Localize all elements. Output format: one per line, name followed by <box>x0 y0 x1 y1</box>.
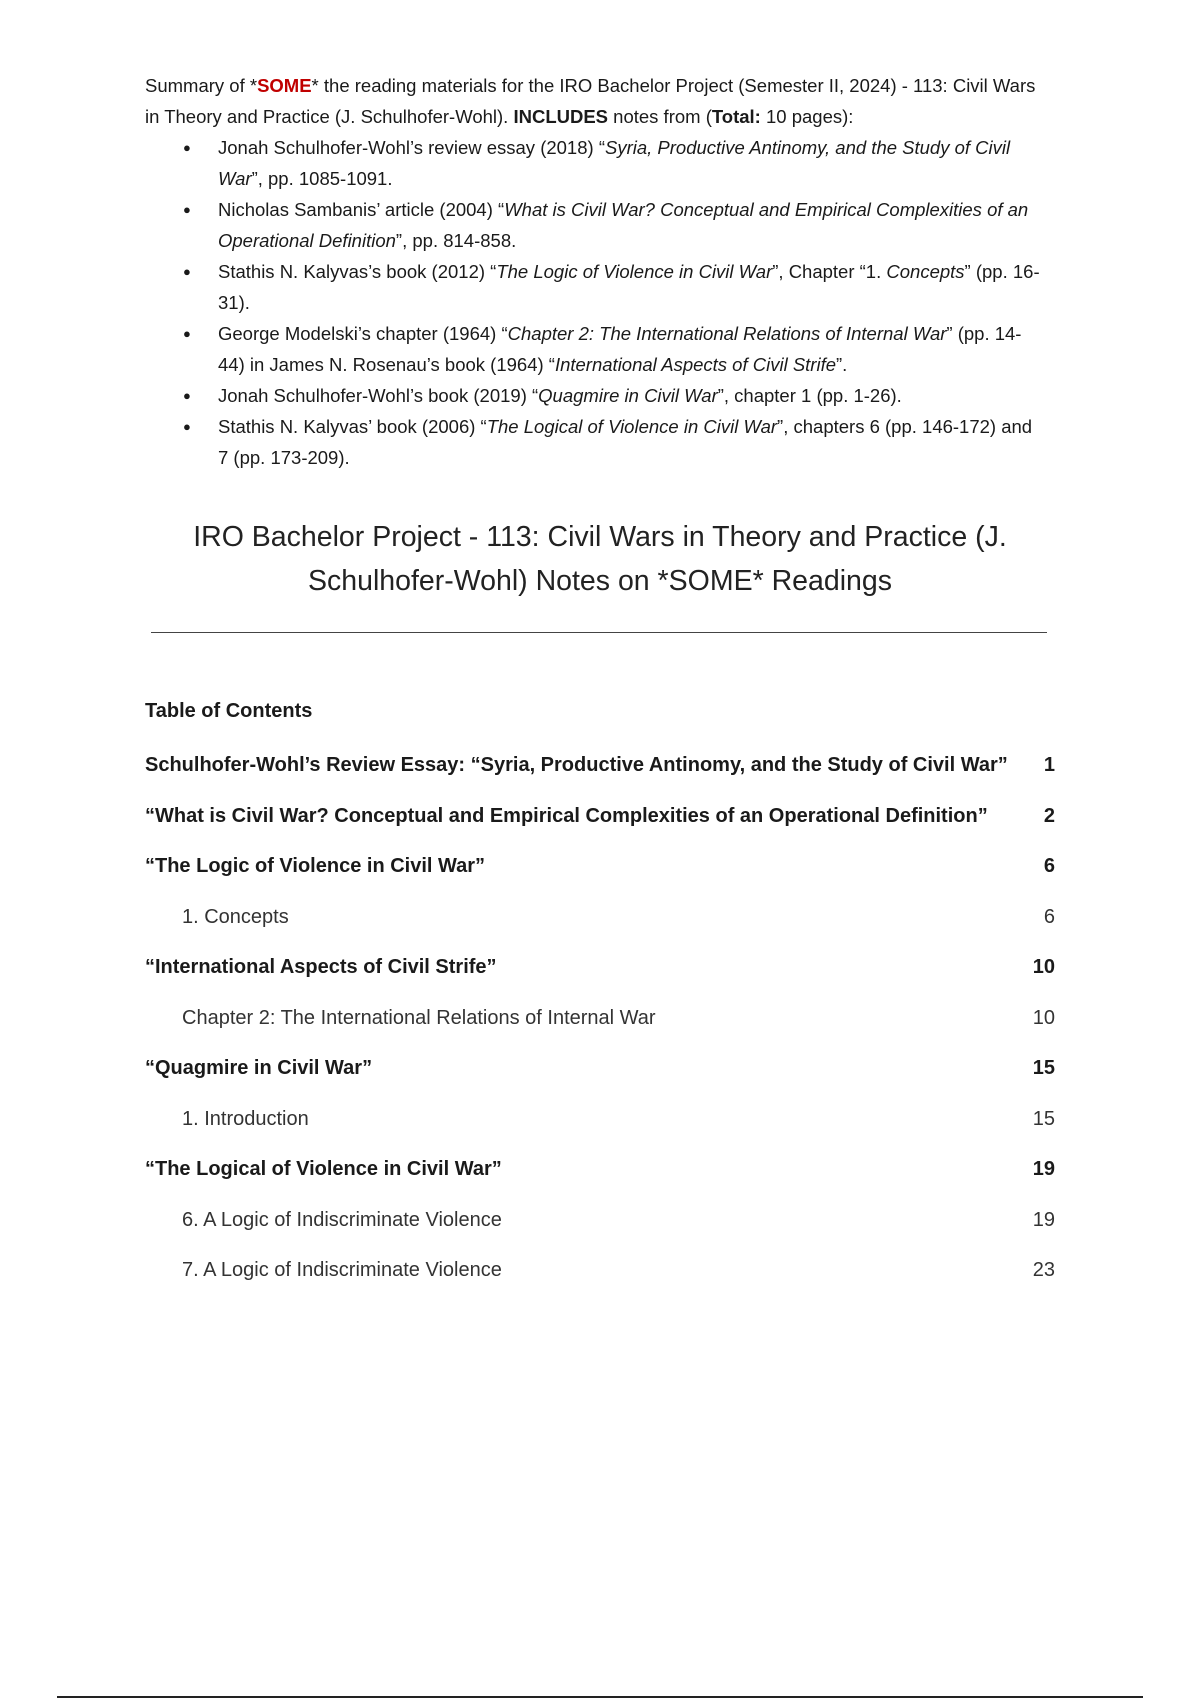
toc-page-number: 19 <box>1032 1208 1055 1231</box>
toc-page-number: 2 <box>1043 804 1055 827</box>
reading-text: ”, pp. 1085-1091. <box>251 168 393 189</box>
toc-page-number: 6 <box>1043 855 1055 877</box>
toc-page-number: 1 <box>1043 754 1055 776</box>
toc-entry[interactable] <box>145 1043 1055 1094</box>
summary-intro <box>145 70 1045 132</box>
toc-page-number: 10 <box>1032 956 1055 978</box>
reading-text: ”, pp. 814-858. <box>395 230 517 251</box>
toc-entry[interactable] <box>145 740 1055 791</box>
reading-text: ”, chapters 6 (pp. 146-172) and 7 (pp. 173-209). <box>218 416 1033 468</box>
toc-entry-text: 1. Introduction <box>182 1107 309 1130</box>
reading-title: The Logic of Violence in Civil War <box>496 261 773 282</box>
toc-entry-text: 1. Concepts <box>182 905 289 928</box>
intro-text: * the reading materials for the IRO Bachelor Project (Semester II, 2024) - 113: Civil Wars in Theory and Practice (J. Schulhofer-Wohl). <box>145 75 1036 127</box>
toc-page-number: 15 <box>1032 1057 1055 1079</box>
toc-entry-text: “The Logic of Violence in Civil War” <box>145 855 486 877</box>
toc-subentry[interactable] <box>145 993 1055 1044</box>
table-of-contents <box>145 740 1055 1296</box>
reading-title: Syria, Productive Antinomy, and the Study of Civil War <box>218 137 1011 189</box>
toc-heading: Table of Contents <box>145 700 313 722</box>
toc-subentry[interactable] <box>145 1245 1055 1296</box>
reading-title: Quagmire in Civil War <box>538 385 718 406</box>
total-label: Total: <box>711 106 761 127</box>
intro-text: Summary of * <box>145 75 258 96</box>
reading-item <box>145 132 1045 194</box>
toc-entry-text: Schulhofer-Wohl’s Review Essay: “Syria, Productive Antinomy, and the Study of Civil War” <box>145 754 1008 776</box>
toc-page-number: 23 <box>1032 1259 1055 1281</box>
page-bottom-rule <box>57 1696 1143 1698</box>
reading-title: Chapter 2: The International Relations of Internal War <box>507 323 947 344</box>
reading-text: ” (pp. 14-44) in James N. Rosenau’s book (1964) “ <box>218 323 1022 375</box>
includes-label: INCLUDES <box>513 106 609 127</box>
reading-text: Nicholas Sambanis’ article (2004) “ <box>218 199 505 220</box>
toc-subentry[interactable] <box>145 892 1055 943</box>
total-value: 10 pages): <box>760 106 854 127</box>
toc-entry[interactable] <box>145 942 1055 993</box>
reading-item <box>145 194 1045 256</box>
reading-text: ”. <box>836 354 848 375</box>
reading-text: Stathis N. Kalyvas’ book (2006) “ <box>218 416 487 437</box>
reading-text: Jonah Schulhofer-Wohl’s review essay (2018) “ <box>218 137 605 158</box>
toc-entry-text: “The Logical of Violence in Civil War” <box>145 1158 502 1180</box>
toc-page-number: 15 <box>1032 1107 1055 1130</box>
reading-title: Concepts <box>886 261 965 282</box>
reading-item <box>145 318 1045 380</box>
toc-entry-text: 6. A Logic of Indiscriminate Violence <box>182 1208 502 1231</box>
intro-text: notes from ( <box>608 106 712 127</box>
toc-entry-text: “International Aspects of Civil Strife” <box>145 956 497 978</box>
toc-entry-text: Chapter 2: The International Relations of Internal War <box>182 1006 656 1029</box>
toc-entry[interactable] <box>145 791 1055 842</box>
reading-text: Stathis N. Kalyvas’s book (2012) “ <box>218 261 497 282</box>
toc-page-number: 6 <box>1043 905 1055 928</box>
toc-subentry[interactable] <box>145 1195 1055 1246</box>
toc-entry-text: “Quagmire in Civil War” <box>145 1057 373 1079</box>
reading-title: International Aspects of Civil Strife <box>554 354 837 375</box>
reading-text: ”, Chapter “1. <box>772 261 887 282</box>
reading-title: The Logical of Violence in Civil War <box>486 416 778 437</box>
toc-entry-text: “What is Civil War? Conceptual and Empirical Complexities of an Operational Definition” <box>145 804 988 827</box>
toc-page-number: 19 <box>1032 1158 1055 1180</box>
reading-text: ” (pp. 16-31). <box>218 261 1040 313</box>
reading-title: What is Civil War? Conceptual and Empirical Complexities of an Operational Definition <box>218 199 1029 251</box>
reading-item <box>145 411 1045 473</box>
toc-entry[interactable] <box>145 841 1055 892</box>
summary-section <box>145 70 1045 473</box>
toc-subentry[interactable] <box>145 1094 1055 1145</box>
toc-page-number: 10 <box>1032 1006 1055 1029</box>
toc-entry[interactable] <box>145 1144 1055 1195</box>
reading-text: ”, chapter 1 (pp. 1-26). <box>717 385 902 406</box>
reading-item <box>145 380 1045 411</box>
readings-list <box>145 132 1045 473</box>
some-highlight: SOME <box>257 75 312 96</box>
toc-entry-text: 7. A Logic of Indiscriminate Violence <box>182 1259 502 1281</box>
document-title: IRO Bachelor Project - 113: Civil Wars in Theory and Practice (J. Schulhofer-Wohl) Notes on *SOME* Readings <box>193 521 1007 597</box>
reading-item <box>145 256 1045 318</box>
reading-text: Jonah Schulhofer-Wohl’s book (2019) “ <box>218 385 539 406</box>
title-divider <box>151 632 1047 633</box>
reading-text: George Modelski’s chapter (1964) “ <box>218 323 508 344</box>
